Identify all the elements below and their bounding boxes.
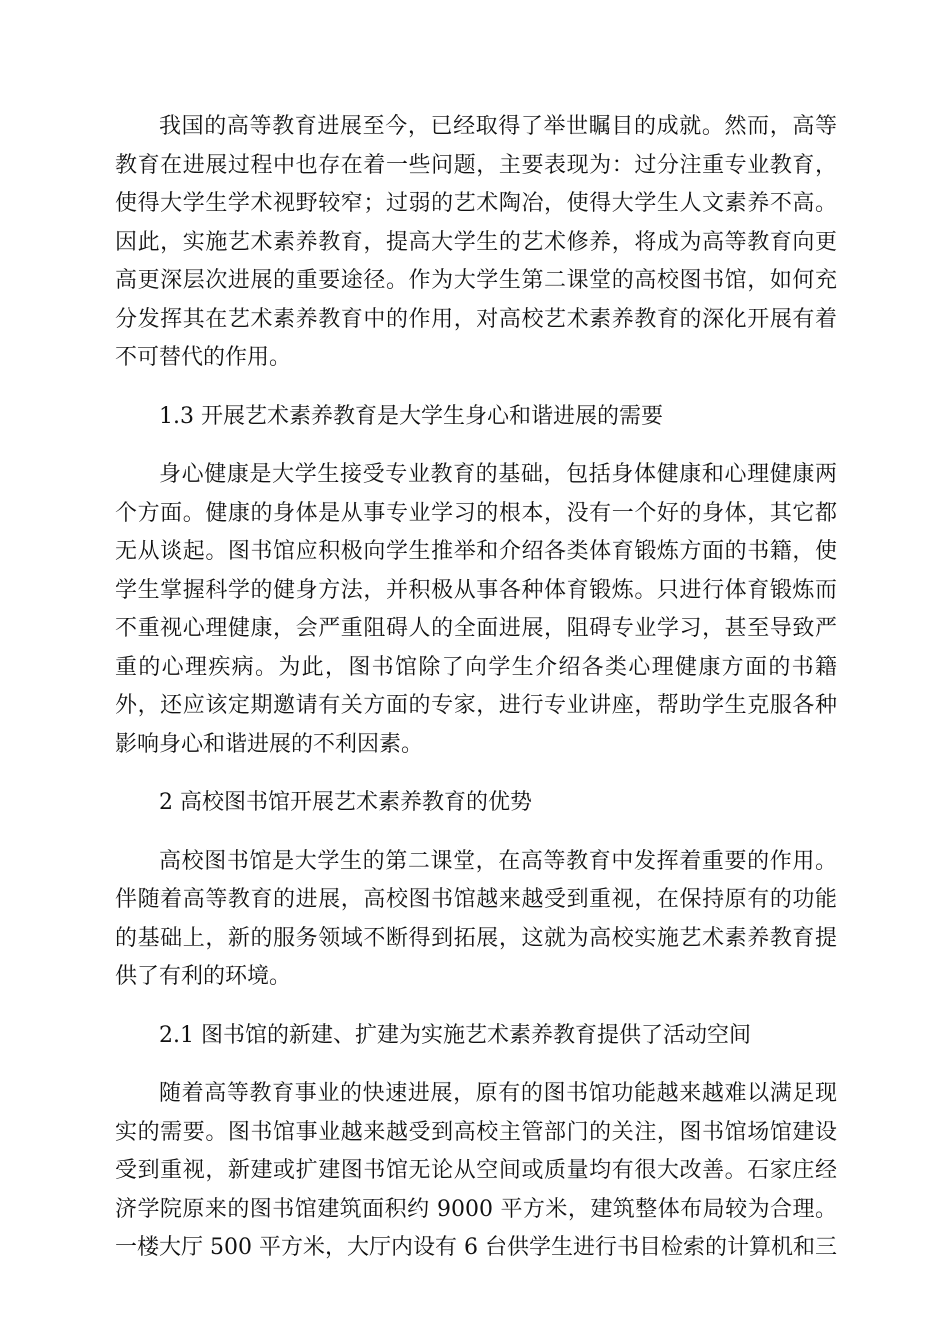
section-heading-2: 2 高校图书馆开展艺术素养教育的优势	[159, 790, 532, 815]
document-body	[115, 108, 837, 1288]
paragraph-intro: 我国的高等教育进展至今，已经取得了举世瞩目的成就。然而，高等教育在进展过程中也存在着一些问题，主要表现为：过分注重专业教育，使得大学生学术视野较窄；过弱的艺术陶冶，使得大学生人文素养不高。因此，实施艺术素养教育，提高大学生的艺术修养，将成为高等教育向更高更深层次进展的重要途径。作为大学生第二课堂的高校图书馆，如何充分发挥其在艺术素养教育中的作用，对高校艺术素养教育的深化开展有着不可替代的作用。	[115, 114, 837, 370]
section-heading-1-3: 1.3 开展艺术素养教育是大学生身心和谐进展的需要	[159, 403, 663, 429]
paragraph-library-construction: 随着高等教育事业的快速进展，原有的图书馆功能越来越难以满足现实的需要。图书馆事业越来越受到高校主管部门的关注，图书馆场馆建设受到重视，新建或扩建图书馆无论从空间或质量均有很大改善。石家庄经济学院原来的图书馆建筑面积约 9000 平方米，建筑整体布局较为合理。一楼大厅 500 平方米，大厅内设有 6 台供学生进行书目检索的计算机和三	[115, 1081, 837, 1260]
paragraph-physical-mental-health: 身心健康是大学生接受专业教育的基础，包括身体健康和心理健康两个方面。健康的身体是从事专业学习的根本，没有一个好的身体，其它都无从谈起。图书馆应积极向学生推举和介绍各类体育锻炼方面的书籍，使学生掌握科学的健身方法，并积极从事各种体育锻炼。只进行体育锻炼而不重视心理健康，会严重阻碍人的全面进展，阻碍专业学习，甚至导致严重的心理疾病。为此，图书馆除了向学生介绍各类心理健康方面的书籍外，还应该定期邀请有关方面的专家，进行专业讲座，帮助学生克服各种影响身心和谐进展的不利因素。	[115, 462, 837, 757]
section-heading-2-1: 2.1 图书馆的新建、扩建为实施艺术素养教育提供了活动空间	[159, 1022, 751, 1048]
paragraph-library-advantages: 高校图书馆是大学生的第二课堂，在高等教育中发挥着重要的作用。伴随着高等教育的进展，高校图书馆越来越受到重视，在保持原有的功能的基础上，新的服务领域不断得到拓展，这就为高校实施艺术素养教育提供了有利的环境。	[115, 848, 837, 989]
